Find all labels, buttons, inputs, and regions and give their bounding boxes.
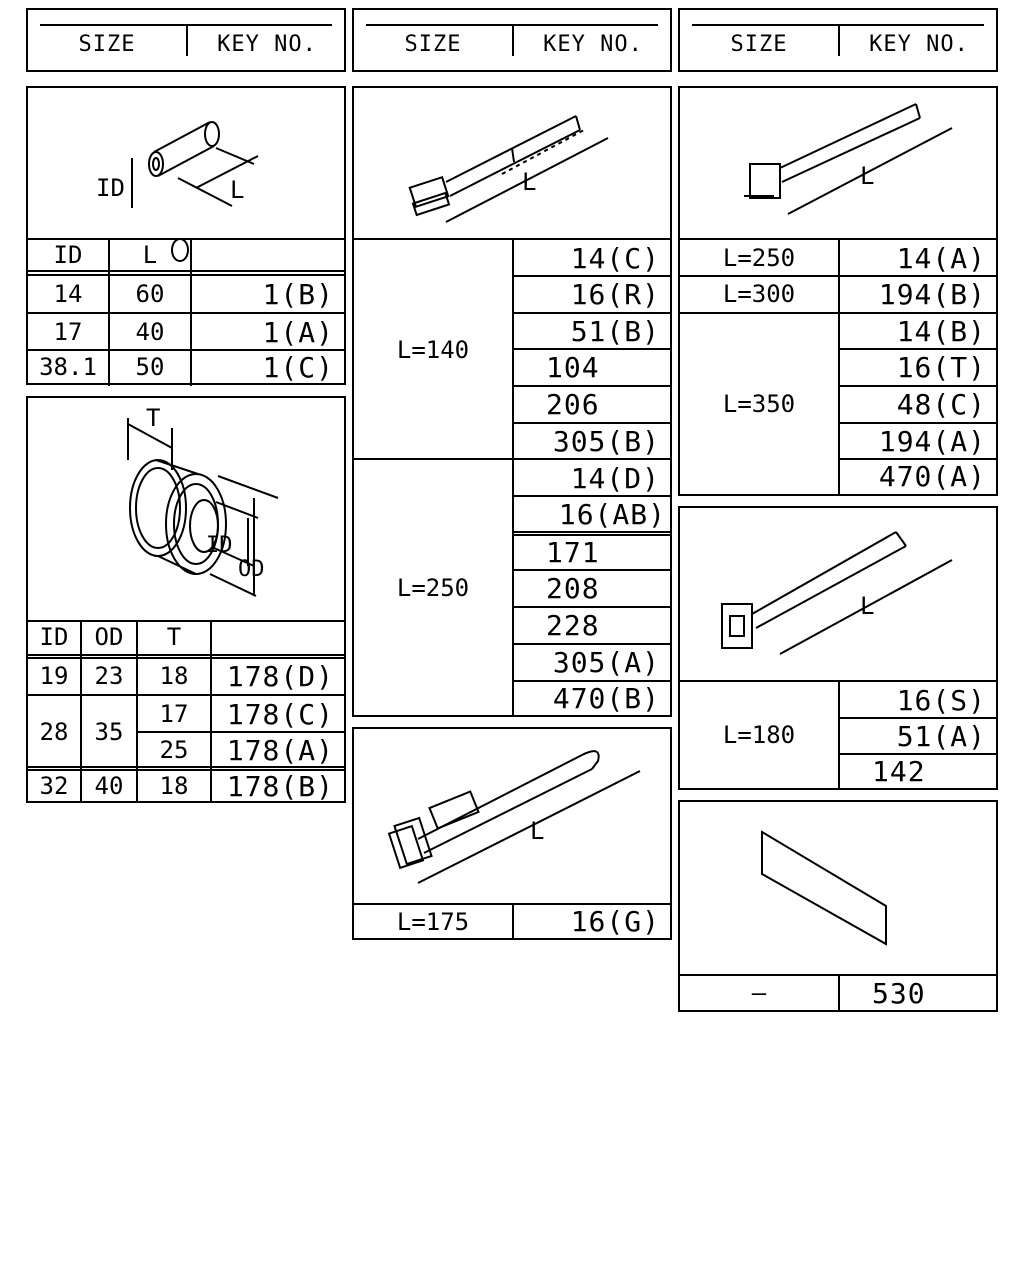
tube-col-id: ID — [53, 241, 83, 269]
tube-row-3-l: 50 — [135, 353, 165, 381]
tie-a-l-label: L — [522, 168, 537, 196]
tie-b-group-key-3: 48(C) — [896, 387, 986, 421]
tie-b-row-1-size: L=250 — [722, 244, 796, 272]
tie-a-group-2-key-5: 228 — [546, 608, 600, 642]
tie-d-group-key-3: 142 — [872, 754, 926, 788]
tie-a-group-1-size: L=140 — [396, 336, 470, 364]
cable-tie-d-drawing — [680, 508, 996, 680]
grommet-row-4-od: 40 — [94, 772, 124, 800]
tape-drawing — [680, 802, 996, 974]
grommet-col-od: OD — [94, 623, 124, 651]
grommet-row-2-t: 17 — [159, 700, 189, 728]
tape-key: 530 — [872, 976, 926, 1010]
tie-c-key: 16(G) — [570, 905, 660, 938]
tube-col-l: L — [142, 241, 158, 269]
tie-d-group-key-1: 16(S) — [896, 683, 986, 717]
tube-panel — [26, 86, 346, 385]
header-box-3 — [678, 8, 998, 72]
tie-a-group-2-key-2: 16(AB) — [558, 497, 666, 531]
grommet-row-1-t: 18 — [159, 662, 189, 690]
tube-drawing — [28, 88, 344, 238]
tube-id-label: ID — [96, 174, 125, 202]
tube-row-3-key: 1(C) — [262, 350, 334, 384]
tube-row-1-key: 1(B) — [262, 277, 334, 311]
tie-a-group-1-key-2: 16(R) — [570, 277, 660, 311]
tie-c-panel — [352, 727, 672, 940]
tie-a-group-2-key-1: 14(D) — [570, 461, 660, 495]
cable-tie-c-drawing — [354, 729, 670, 903]
cable-tie-a-drawing — [354, 88, 670, 238]
tape-size: — — [751, 979, 767, 1007]
tie-a-group-1-key-4: 104 — [546, 350, 600, 384]
tube-row-2-id: 17 — [53, 318, 83, 346]
grommet-row-2-od: 35 — [94, 718, 124, 746]
tube-row-1-id: 14 — [53, 280, 83, 308]
header-size-label: SIZE — [78, 31, 136, 57]
tie-b-row-2-size: L=300 — [722, 280, 796, 308]
grommet-row-1-id: 19 — [39, 662, 69, 690]
grommet-row-3-t: 25 — [159, 736, 189, 764]
header-size-label: SIZE — [730, 31, 788, 57]
tube-row-2-key: 1(A) — [262, 315, 334, 349]
header-size-label: SIZE — [404, 31, 462, 57]
tie-b-panel — [678, 86, 998, 496]
header-key-no-label: KEY NO. — [543, 31, 643, 57]
grommet-col-id: ID — [39, 623, 69, 651]
tie-c-l-label: L — [530, 817, 545, 845]
cable-tie-b-drawing — [680, 88, 996, 238]
grommet-row-3-key: 178(A) — [226, 733, 334, 767]
tie-a-group-2-key-3: 171 — [546, 535, 600, 569]
grommet-id-label: ID — [206, 533, 233, 558]
tie-a-group-1-key-1: 14(C) — [570, 241, 660, 275]
tie-d-group-size: L=180 — [722, 721, 796, 749]
tie-b-group-size: L=350 — [722, 390, 796, 418]
tie-b-group-key-1: 14(B) — [896, 314, 986, 348]
header-key-no-label: KEY NO. — [217, 31, 317, 57]
grommet-t-label: T — [146, 404, 161, 432]
grommet-drawing — [28, 398, 344, 620]
tie-a-panel — [352, 86, 672, 717]
tie-b-group-key-5: 470(A) — [878, 460, 986, 493]
tape-panel — [678, 800, 998, 1012]
grommet-row-4-key: 178(B) — [226, 769, 334, 803]
tube-l-label: L — [230, 176, 245, 204]
tie-d-group-key-2: 51(A) — [896, 719, 986, 753]
tie-a-group-1-key-3: 51(B) — [570, 314, 660, 348]
grommet-row-1-key: 178(D) — [226, 659, 334, 693]
tie-a-group-2-key-4: 208 — [546, 571, 600, 605]
tie-a-group-1-key-6: 305(B) — [552, 424, 660, 458]
tie-b-row-2-key: 194(B) — [878, 277, 986, 311]
tie-b-group-key-4: 194(A) — [878, 424, 986, 458]
tie-d-panel — [678, 506, 998, 790]
grommet-od-label: OD — [238, 557, 265, 582]
header-key-no-label: KEY NO. — [869, 31, 969, 57]
grommet-col-t: T — [166, 623, 182, 651]
tie-c-size: L=175 — [396, 907, 470, 936]
grommet-row-4-id: 32 — [39, 772, 69, 800]
tube-row-3-id: 38.1 — [39, 353, 97, 381]
tie-b-group-key-2: 16(T) — [896, 350, 986, 384]
tie-a-group-1-key-5: 206 — [546, 387, 600, 421]
header-box-1 — [26, 8, 346, 72]
tie-a-group-2-key-6: 305(A) — [552, 645, 660, 679]
header-box-2 — [352, 8, 672, 72]
grommet-row-4-t: 18 — [159, 772, 189, 800]
tie-b-l-label: L — [860, 162, 875, 190]
tie-b-row-1-key: 14(A) — [896, 241, 986, 275]
grommet-row-2-key: 178(C) — [226, 697, 334, 731]
grommet-row-1-od: 23 — [94, 662, 124, 690]
tube-row-2-l: 40 — [135, 318, 165, 346]
tie-d-l-label: L — [860, 592, 875, 620]
grommet-row-2-id: 28 — [39, 718, 69, 746]
tie-a-group-2-size: L=250 — [396, 574, 470, 602]
tie-a-group-2-key-7: 470(B) — [552, 682, 660, 715]
tube-row-1-l: 60 — [135, 280, 165, 308]
grommet-panel — [26, 396, 346, 803]
